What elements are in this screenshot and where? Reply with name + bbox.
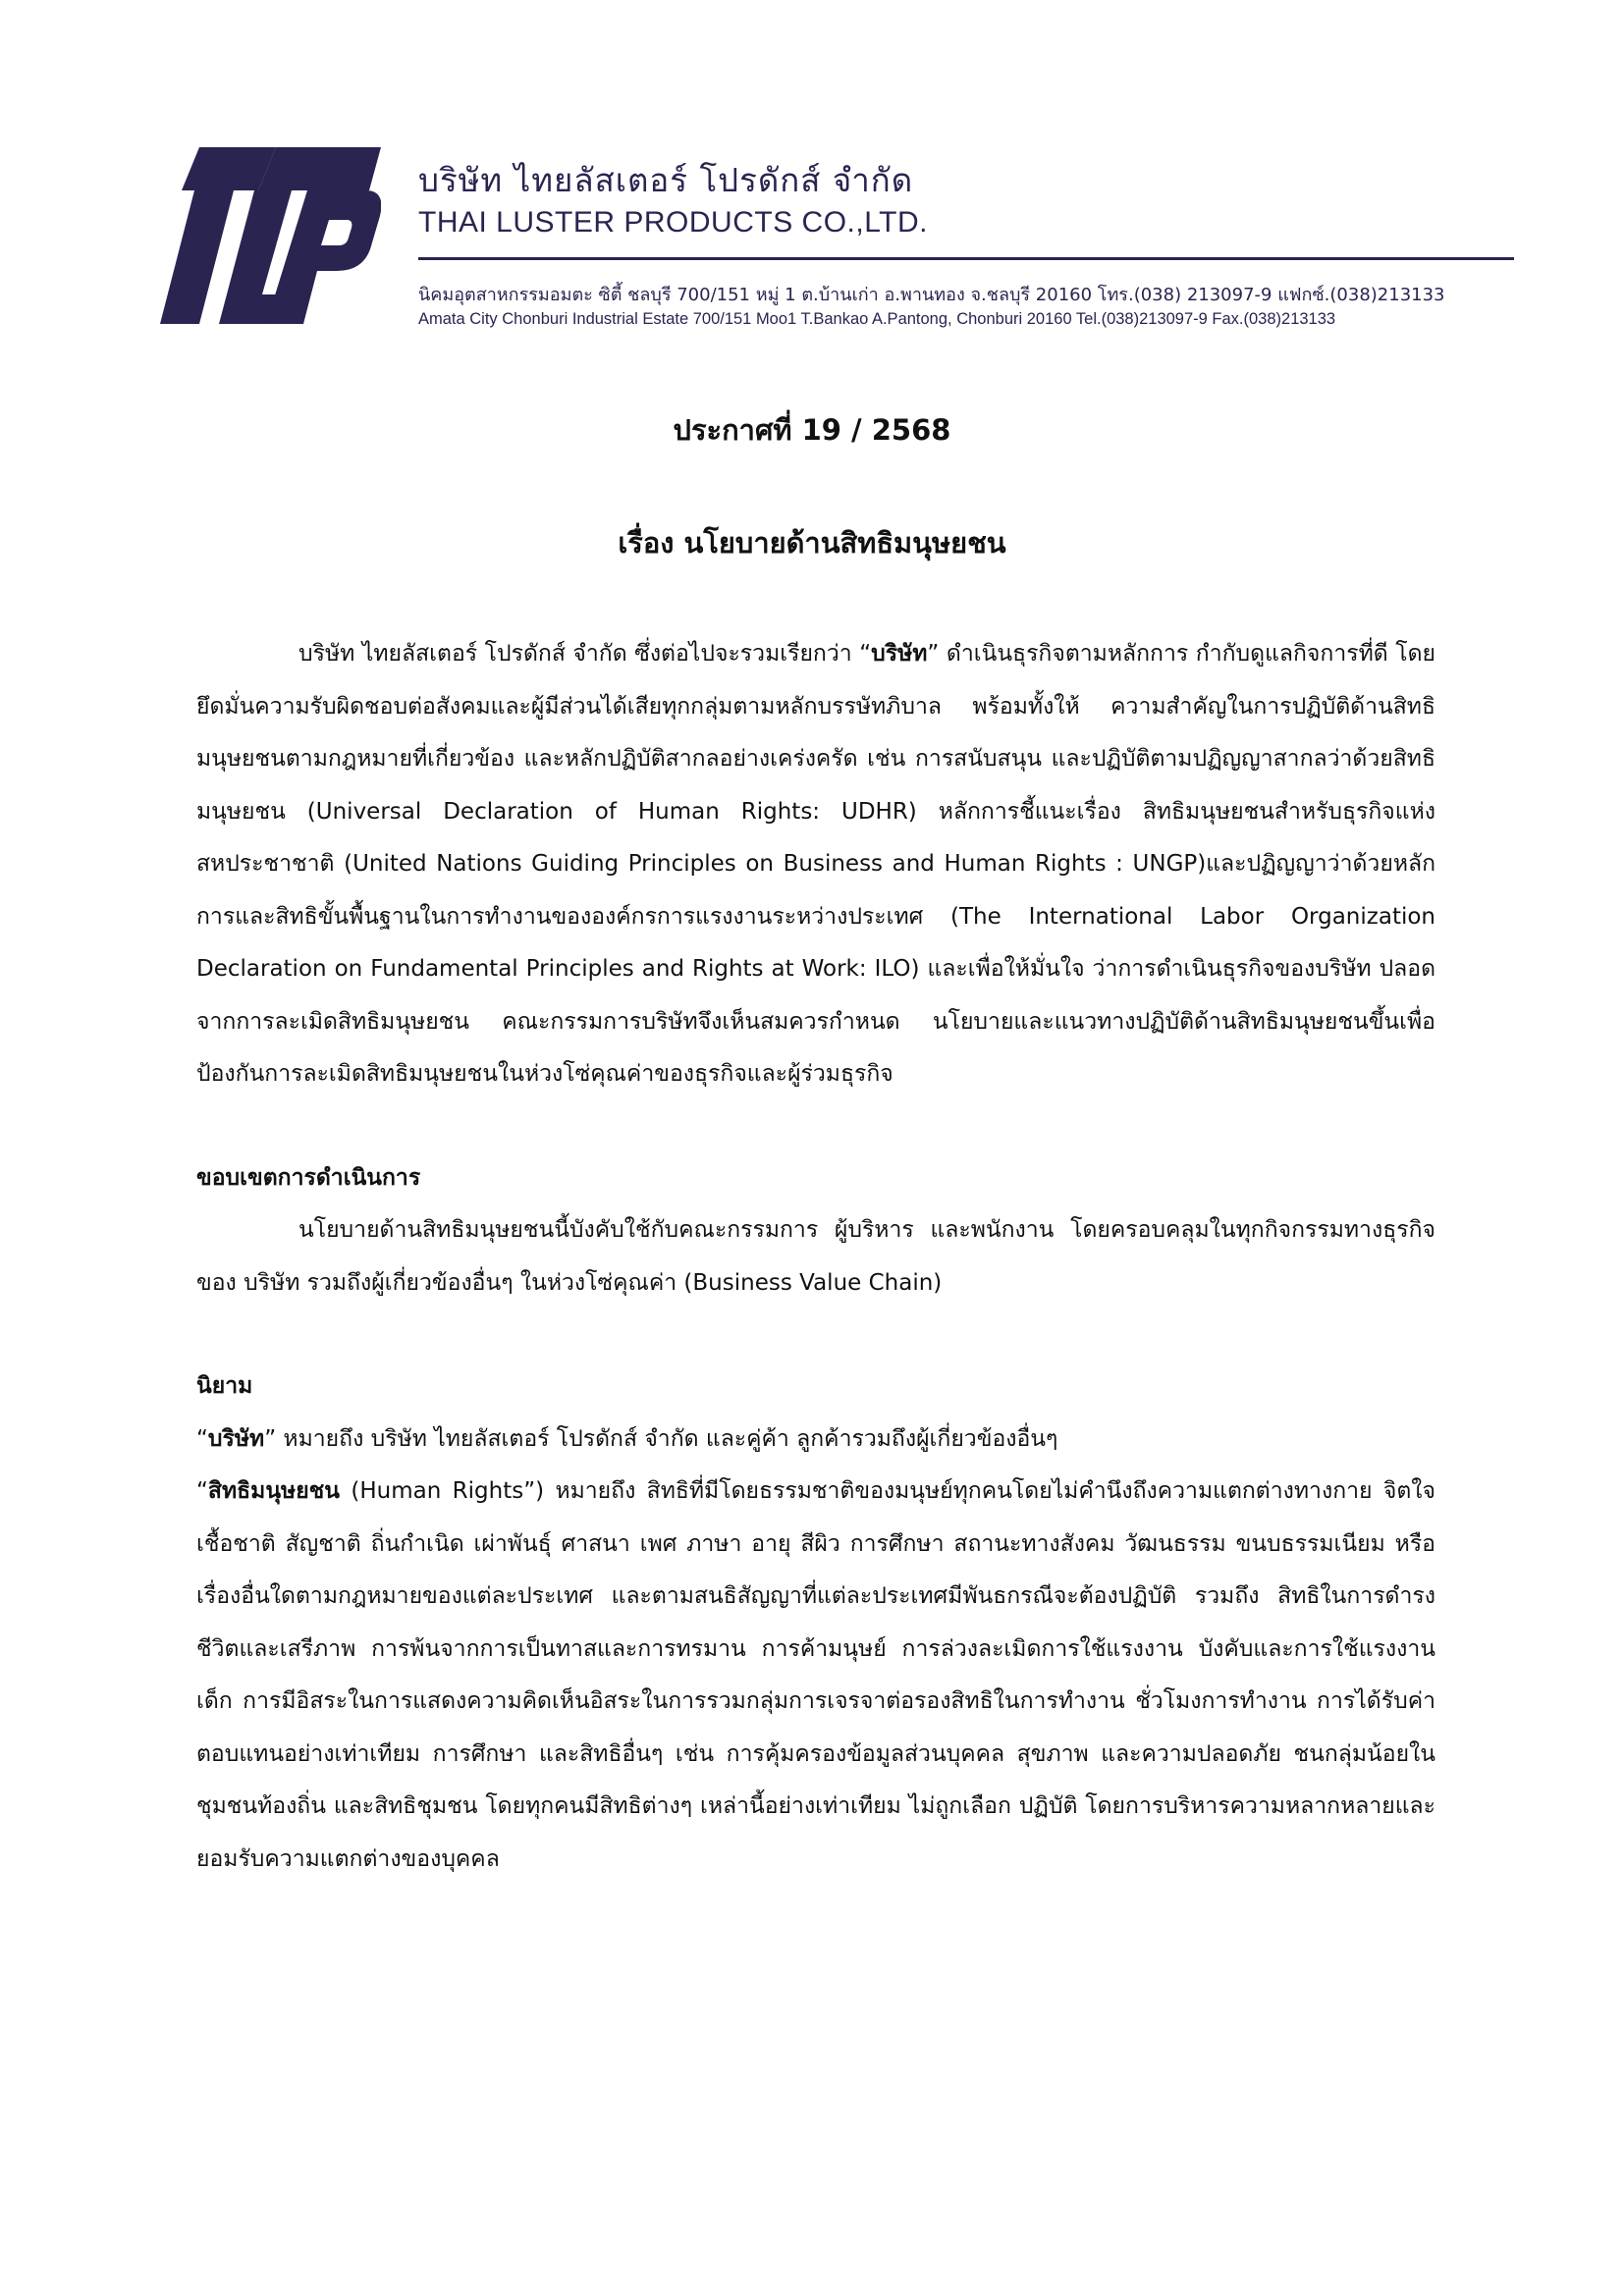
announcement-number: ประกาศที่ 19 / 2568 [673, 413, 951, 447]
letterhead-divider [418, 257, 1514, 260]
definition-human-rights [196, 1466, 1435, 1886]
definition-human-rights-text: (Human Rights”) หมายถึง สิทธิที่มีโดยธรรมชาติของมนุษย์ทุกคนโดยไม่คำนึงถึงความแตกต่างทางกาย จิตใจ เชื้อชาติ สัญชาติ ถิ่นกำเนิด เผ่าพันธุ์ ศาสนา เพศ ภาษา อายุ สีผิว การศึกษา สถานะทางสังคม วัฒนธรรม ขนบธรรมเนียม หรือเรื่องอื่นใดตามกฎหมายของแต่ละประเทศ และตามสนธิสัญญาที่แต่ละประเทศมีพันธกรณีจะต้องปฏิบัติ รวมถึง สิทธิในการดำรงชีวิตและเสรีภาพ การพ้นจากการเป็นทาสและการทรมาน การค้ามนุษย์ การล่วงละเมิดการใช้แรงงาน บังคับและการใช้แรงงานเด็ก การมีอิสระในการแสดงความคิดเห็นอิสระในการรวมกลุ่มการเจรจาต่อรองสิทธิในการทำงาน ชั่วโมงการทำงาน การได้รับค่าตอบแทนอย่างเท่าเทียม การศึกษา และสิทธิอื่นๆ เช่น การคุ้มครองข้อมูลส่วนบุคคล สุขภาพ และความปลอดภัย ชนกลุ่มน้อยในชุมชนท้องถิ่น และสิทธิชุมชน โดยทุกคนมีสิทธิต่างๆ เหล่านี้อย่างเท่าเทียม ไม่ถูกเลือก ปฏิบัติ โดยการบริหารความหลากหลายและยอมรับความแตกต่างของบุคคล [196, 1478, 1435, 1872]
definition-company-term: บริษัท [207, 1425, 265, 1452]
scope-paragraph: นโยบายด้านสิทธิมนุษยชนนี้บังคับใช้กับคณะกรรมการ ผู้บริหาร และพนักงาน โดยครอบคลุมในทุกกิจกรรมทางธุรกิจของ บริษัท รวมถึงผู้เกี่ยวข้องอื่นๆ ในห่วงโซ่คุณค่า (Business Value Chain) [196, 1217, 1435, 1296]
company-logo [160, 147, 381, 324]
quote-mark: “ [196, 1478, 208, 1504]
intro-paragraph [196, 628, 1435, 1101]
address-english: Amata City Chonburi Industrial Estate 700/151 Moo1 T.Bankao A.Pantong, Chonburi 20160 Tel.(038)213097-9 Fax.(038)213133 [418, 310, 1336, 328]
address-thai: นิคมอุตสาหกรรมอมตะ ซิตี้ ชลบุรี 700/151 หมู่ 1 ต.บ้านเก่า อ.พานทอง จ.ชลบุรี 20160 โทร.(038) 213097-9 แฟกซ์.(038)213133 [418, 285, 1445, 305]
spacer [196, 1101, 1435, 1152]
quote-mark: “ [196, 1425, 208, 1452]
intro-company-term: บริษัท [871, 641, 928, 667]
definition-human-rights-term: สิทธิมนุษยชน [207, 1478, 341, 1504]
scope-heading: ขอบเขตการดำเนินการ [196, 1164, 421, 1191]
company-name-english: THAI LUSTER PRODUCTS CO.,LTD. [418, 206, 928, 239]
document-body [196, 628, 1435, 1886]
announcement-subject: เรื่อง นโยบายด้านสิทธิมนุษยชน [618, 526, 1006, 560]
definition-company-text: ” หมายถึง บริษัท ไทยลัสเตอร์ โปรดักส์ จำกัด และคู่ค้า ลูกค้ารวมถึงผู้เกี่ยวข้องอื่นๆ [264, 1425, 1058, 1452]
spacer [196, 1309, 1435, 1361]
definition-company [196, 1414, 1435, 1467]
intro-text-1: บริษัท ไทยลัสเตอร์ โปรดักส์ จำกัด ซึ่งต่อไปจะรวมเรียกว่า “ [298, 641, 872, 667]
company-name-thai: บริษัท ไทยลัสเตอร์ โปรดักส์ จำกัด [418, 161, 914, 199]
definitions-heading: นิยาม [196, 1373, 253, 1399]
intro-text-2: ” ดำเนินธุรกิจตามหลักการ กำกับดูแลกิจการที่ดี โดยยึดมั่นความรับผิดชอบต่อสังคมและผู้มีส่วนได้เสียทุกกลุ่มตามหลักบรรษัทภิบาล พร้อมทั้งให้ ความสำคัญในการปฏิบัติด้านสิทธิมนุษยชนตามกฎหมายที่เกี่ยวข้อง และหลักปฏิบัติสากลอย่างเคร่งครัด เช่น การสนับสนุน และปฏิบัติตามปฏิญญาสากลว่าด้วยสิทธิมนุษยชน (Universal Declaration of Human Rights: UDHR) หลักการชี้แนะเรื่อง สิทธิมนุษยชนสำหรับธุรกิจแห่งสหประชาชาติ (United Nations Guiding Principles on Business and Human Rights : UNGP)และปฏิญญาว่าด้วยหลักการและสิทธิขั้นพื้นฐานในการทำงานขององค์กรการแรงงานระหว่างประเทศ (The International Labor Organization Declaration on Fundamental Principles and Rights at Work: ILO) และเพื่อให้มั่นใจ ว่าการดำเนินธุรกิจของบริษัท ปลอดจากการละเมิดสิทธิมนุษยชน คณะกรรมการบริษัทจึงเห็นสมควรกำหนด นโยบายและแนวทางปฏิบัติด้านสิทธิมนุษยชนขึ้นเพื่อป้องกันการละเมิดสิทธิมนุษยชนในห่วงโซ่คุณค่าของธุรกิจและผู้ร่วมธุรกิจ [196, 641, 1435, 1087]
